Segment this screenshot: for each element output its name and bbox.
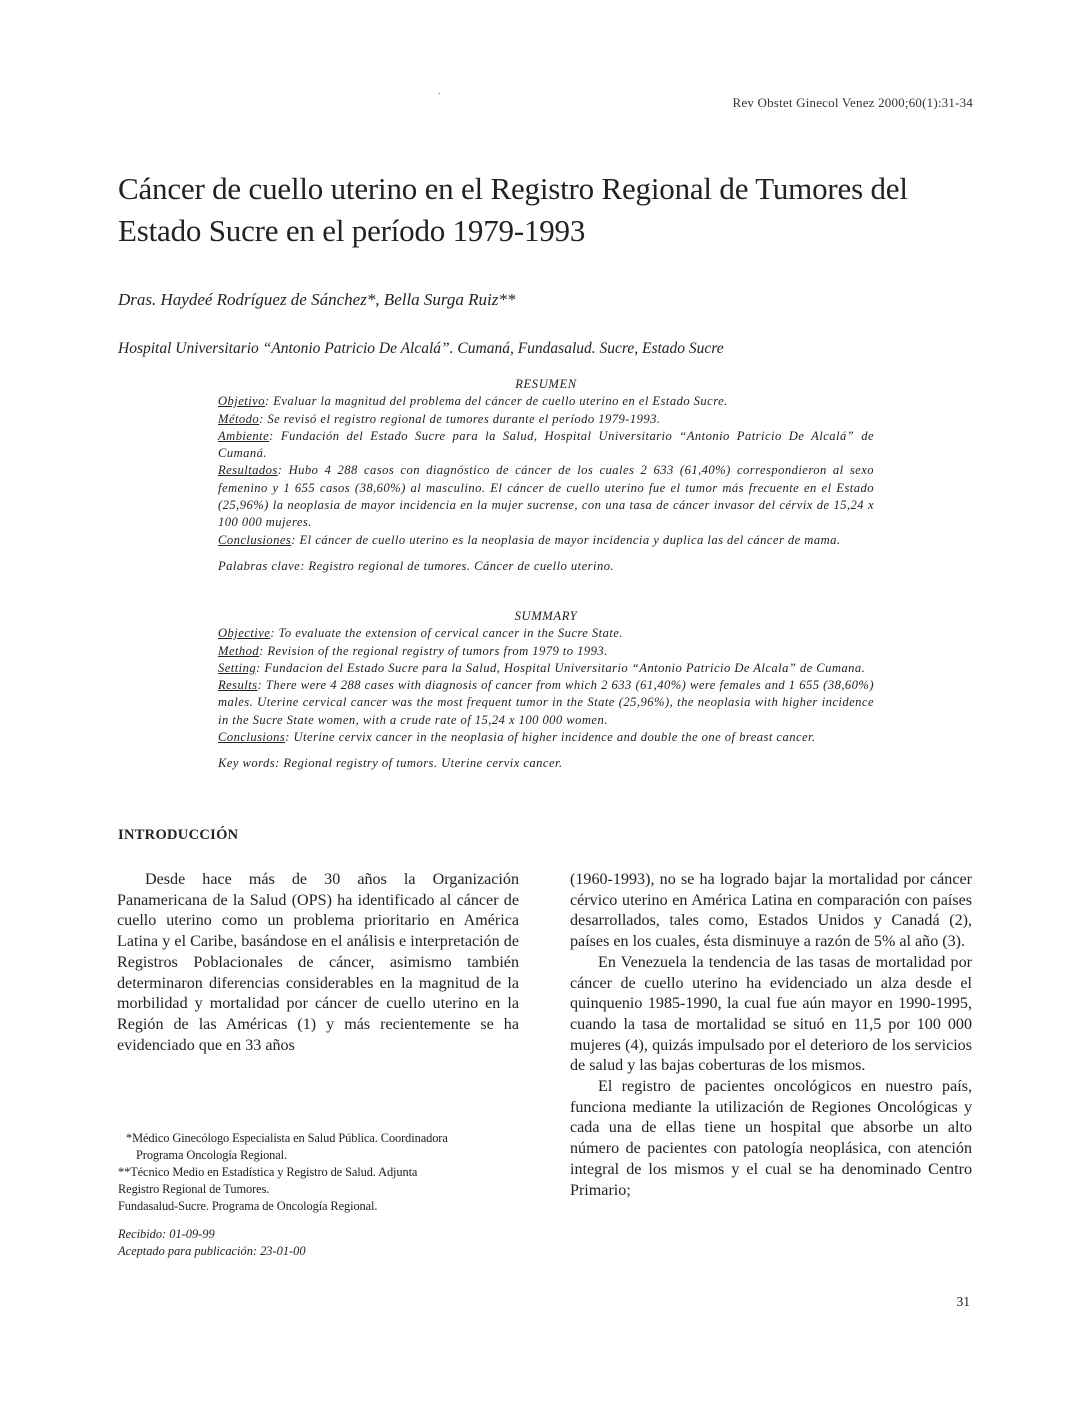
resumen-item-label: Resultados <box>218 463 278 478</box>
summary-item-text: : There were 4 288 cases with diagnosis of cancer from which 2 633 (61,40%) were females and 1 655 (38,60%) males. Uterine cervical cancer was the most frequent tumor in the State (25,96%), the neoplasia with higher incidence in the Sucre State women, with a crude rate of 15,24 x 100 000 women. <box>218 678 874 727</box>
resumen-item <box>218 411 874 428</box>
accepted-date: Aceptado para publicación: 23-01-00 <box>118 1244 306 1258</box>
resumen-item <box>218 393 874 410</box>
resumen-item-text: : Fundación del Estado Sucre para la Salud, Hospital Universitario “Antonio Patricio De Alcalá” de Cumaná. <box>218 428 874 461</box>
resumen-item <box>218 428 874 463</box>
section-heading-introduccion: INTRODUCCIÓN <box>118 827 239 843</box>
resumen-item <box>218 462 874 531</box>
stray-mark: . <box>438 86 441 97</box>
summary-keywords: Key words: Regional registry of tumors. Uterine cervix cancer. <box>218 756 563 771</box>
resumen-item-label: Objetivo <box>218 394 265 409</box>
summary-item-label: Objective <box>218 626 271 641</box>
body-paragraph: Desde hace más de 30 años la Organización Panamericana de la Salud (OPS) ha identificado al cáncer de cuello uterino como un problema prioritario en América Latina y el Caribe, basándose en el análisis e interpretación de Registros Poblacionales de cáncer, asimismo también determinaron diferencias considerables en la magnitud de la morbilidad y mortalidad por cáncer de cuello uterino en la Región de las Américas (1) y más recientemente se ha evidenciado que en 33 años <box>117 871 519 1054</box>
journal-reference: Rev Obstet Ginecol Venez 2000;60(1):31-34 <box>732 95 973 110</box>
footnote-line: Registro Regional de Tumores. <box>118 1182 270 1196</box>
resumen-item-label: Método <box>218 411 260 426</box>
article-affiliation: Hospital Universitario “Antonio Patricio De Alcalá”. Cumaná, Fundasalud. Sucre, Estado Sucre <box>118 340 724 357</box>
body-column-right <box>570 870 972 1201</box>
resumen-block <box>218 376 874 575</box>
resumen-item-text: : Evaluar la magnitud del problema del cáncer de cuello uterino en el Estado Sucre. <box>264 394 728 409</box>
resumen-item-text: : El cáncer de cuello uterino es la neoplasia de mayor incidencia y duplica las del cáncer de mama. <box>291 532 841 547</box>
resumen-item-text: : Hubo 4 288 casos con diagnóstico de cáncer de los cuales 2 633 (61,40%) correspondieron al sexo femenino y 1 655 casos (38,60%) al masculino. El cáncer de cuello uterino fue el tumor más frecuente en el Estado (25,96%) la neoplasia de mayor incidencia en la mujer sucrense, con una tasa de cáncer invasor del cérvix de 15,24 x 100 000 mujeres. <box>218 463 874 530</box>
footnote-line: **Técnico Medio en Estadística y Registro de Salud. Adjunta <box>118 1165 418 1179</box>
summary-item-text: : Fundacion del Estado Sucre para la Salud, Hospital Universitario “Antonio Patricio De Alcala” de Cumana. <box>256 660 866 675</box>
footnote-line: Programa Oncología Regional. <box>136 1148 288 1162</box>
body-paragraph: El registro de pacientes oncológicos en nuestro país, funciona mediante la utilización de Regiones Oncológicas y cada una de ellas tiene un hospital que absorbe un alto número de pacientes con patología neoplásica, con atención integral de los mismos y el cual se ha denominado Centro Primario; <box>570 1078 972 1199</box>
footnote-line: *Médico Ginecólogo Especialista en Salud Pública. Coordinadora <box>126 1131 448 1145</box>
page-number: 31 <box>956 1294 970 1309</box>
summary-item-text: : Revision of the regional registry of tumors from 1979 to 1993. <box>259 643 608 658</box>
summary-item-text: : Uterine cervix cancer in the neoplasia of higher incidence and double the one of breast cancer. <box>285 730 816 745</box>
summary-item <box>218 625 874 642</box>
footnote-line: Fundasalud-Sucre. Programa de Oncología Regional. <box>118 1199 378 1213</box>
summary-item-label: Setting <box>218 660 257 675</box>
summary-item <box>218 729 874 746</box>
resumen-keywords: Palabras clave: Registro regional de tumores. Cáncer de cuello uterino. <box>218 558 615 573</box>
summary-item-label: Results <box>218 678 258 693</box>
article-authors: Dras. Haydeé Rodríguez de Sánchez*, Bella Surga Ruiz** <box>118 290 516 309</box>
body-paragraph: En Venezuela la tendencia de las tasas de mortalidad por cáncer de cuello uterino ha evidenciado un alza desde el quinquenio 1985-1990, la cual fue aún mayor en 1990-1995, cuando la tasa de mortalidad se situó en 11,5 por 100 000 mujeres (4), quizás impulsado por el deterioro de los servicios de salud y las bajas coberturas de los mismos. <box>570 953 972 1075</box>
summary-heading: SUMMARY <box>514 609 578 623</box>
footnotes <box>118 1130 518 1215</box>
summary-item <box>218 677 874 729</box>
body-paragraph: (1960-1993), no se ha logrado bajar la mortalidad por cáncer cérvico uterino en América Latina en comparación con países desarrollados, tales como, Estados Unidos y Canadá (2), países en los cuales, ésta disminuye a razón de 5% al año (3). <box>570 871 972 951</box>
summary-item-label: Conclusions <box>218 730 286 745</box>
summary-block <box>218 608 874 773</box>
summary-item-text: : To evaluate the extension of cervical cancer in the Sucre State. <box>270 626 623 641</box>
body-column-left <box>117 870 519 1056</box>
submission-dates <box>118 1226 306 1260</box>
received-date: Recibido: 01-09-99 <box>118 1227 215 1241</box>
summary-item <box>218 660 874 677</box>
summary-item <box>218 643 874 660</box>
resumen-item-label: Conclusiones <box>218 532 292 547</box>
resumen-heading: RESUMEN <box>515 377 577 391</box>
resumen-item-label: Ambiente <box>218 428 270 443</box>
resumen-item-text: : Se revisó el registro regional de tumores durante el período 1979-1993. <box>259 411 661 426</box>
summary-item-label: Method <box>218 643 260 658</box>
resumen-item <box>218 532 874 549</box>
article-title: Cáncer de cuello uterino en el Registro Regional de Tumores del Estado Sucre en el período 1979-1993 <box>118 171 908 248</box>
